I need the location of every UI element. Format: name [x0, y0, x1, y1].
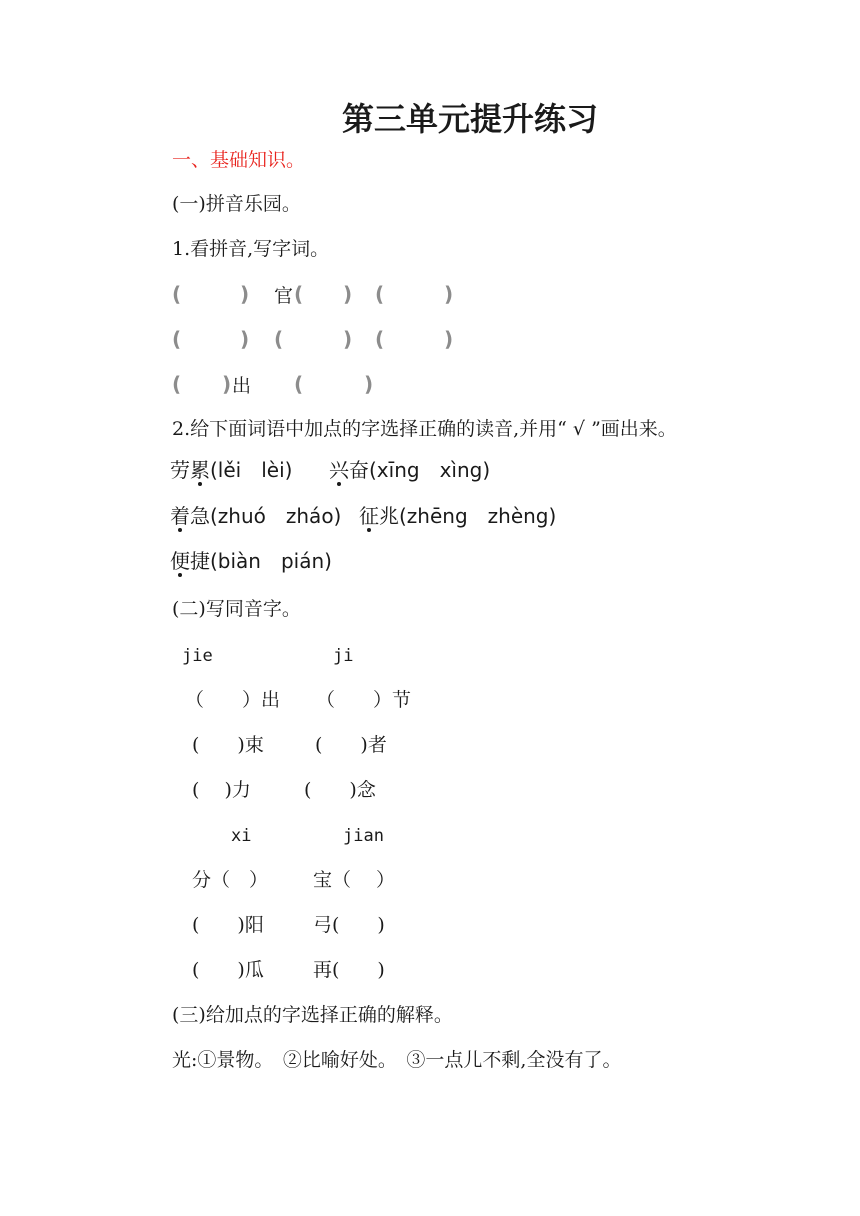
pinyin-header: jian: [343, 826, 384, 846]
homophone-blank: 再( ): [313, 959, 385, 981]
pronunciation-item: 兴奋(xīng xìng): [329, 458, 491, 482]
homophone-blank: （ ）出: [185, 689, 281, 711]
homophone-blank: ( )瓜: [192, 959, 264, 981]
dotted-char: 兴: [329, 458, 349, 482]
paren-close: ): [364, 372, 374, 396]
pronunciation-item: 征兆(zhēng zhèng): [359, 504, 557, 528]
paren-open: (: [375, 327, 385, 351]
dotted-char: 便: [170, 549, 190, 573]
page-title: 第三单元提升练习: [341, 100, 598, 138]
dotted-char: 征: [359, 504, 379, 528]
paren-open: (: [172, 327, 182, 351]
paren-open: (: [294, 282, 304, 306]
section-heading: 一、基础知识。: [172, 149, 306, 171]
homophone-blank: ( )力: [192, 779, 251, 801]
homophone-blank: 弓( ): [313, 914, 385, 936]
pronunciation-item: 劳累(lěi lèi): [170, 458, 293, 482]
homophone-blank: ( )阳: [192, 914, 264, 936]
definition-options: 光:①景物。 ②比喻好处。 ③一点儿不剩,全没有了。: [172, 1049, 622, 1071]
pinyin-header: xi: [231, 826, 252, 846]
homophone-blank: 分（ ）: [192, 869, 269, 891]
pinyin-header: ji: [333, 646, 354, 666]
paren-close: ): [240, 327, 250, 351]
paren-open: (: [274, 327, 284, 351]
dotted-char: 累: [190, 458, 210, 482]
question-2: 2.给下面词语中加点的字选择正确的读音,并用“ √ ”画出来。: [172, 418, 677, 440]
paren-close: ): [343, 282, 353, 306]
paren-close: ): [343, 327, 353, 351]
q1-word: 官: [274, 285, 294, 307]
homophone-blank: （ ）节: [316, 689, 412, 711]
paren-close: ): [222, 372, 232, 396]
homophone-blank: ( )念: [304, 779, 376, 801]
paren-open: (: [172, 372, 182, 396]
pronunciation-item: 便捷(biàn pián): [170, 549, 332, 573]
paren-open: (: [172, 282, 182, 306]
part-heading-3: (三)给加点的字选择正确的解释。: [172, 1004, 453, 1026]
pinyin-header: jie: [182, 646, 213, 666]
paren-open: (: [375, 282, 385, 306]
paren-close: ): [444, 327, 454, 351]
part-heading-1: (一)拼音乐园。: [172, 193, 301, 215]
part-heading-2: (二)写同音字。: [172, 598, 301, 620]
question-1: 1.看拼音,写字词。: [172, 238, 330, 260]
homophone-blank: ( )束: [192, 734, 264, 756]
paren-close: ): [444, 282, 454, 306]
q1-word: 出: [232, 375, 252, 397]
homophone-blank: 宝（ ）: [313, 869, 396, 891]
paren-open: (: [294, 372, 304, 396]
dotted-char: 着: [170, 504, 190, 528]
pronunciation-item: 着急(zhuó zháo): [170, 504, 342, 528]
paren-close: ): [240, 282, 250, 306]
homophone-blank: ( )者: [315, 734, 387, 756]
